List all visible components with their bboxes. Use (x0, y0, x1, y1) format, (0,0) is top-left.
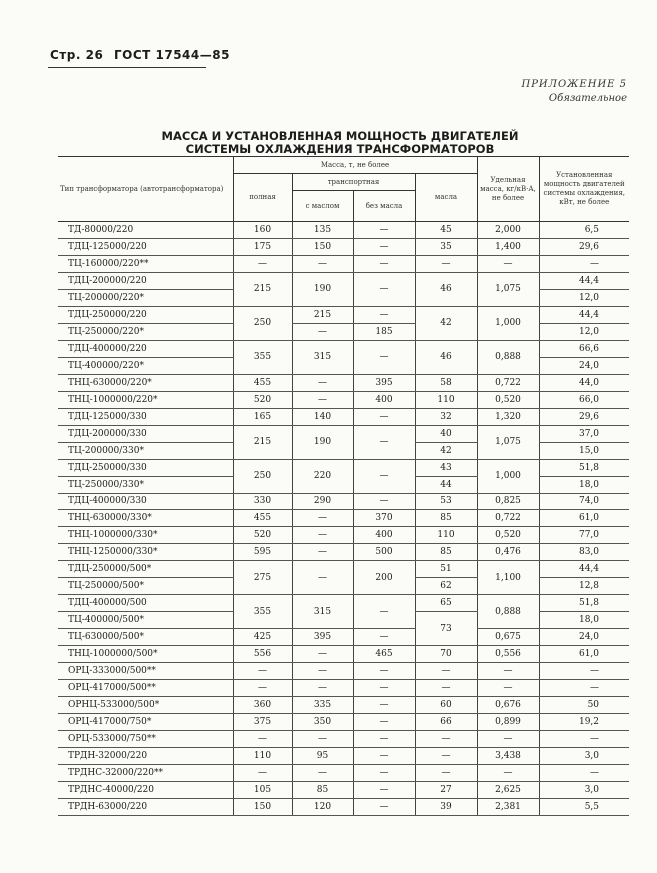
specific-cell: — (477, 255, 539, 272)
without-oil-cell: — (353, 459, 415, 493)
specific-cell: 2,000 (477, 222, 539, 239)
table-row (58, 765, 629, 782)
header-mass-group: Масса, т, не более (233, 157, 477, 174)
with-oil-cell: 120 (292, 798, 353, 815)
title-line-1: МАССА И УСТАНОВЛЕННАЯ МОЩНОСТЬ ДВИГАТЕЛЕЙ (161, 129, 519, 143)
transformer-type-cell: ТДЦ-400000/330 (58, 493, 233, 510)
transformer-type-cell: ТЦ-200000/220* (58, 289, 233, 306)
transformer-type-cell: ТНЦ-1000000/330* (58, 527, 233, 544)
power-cell: 29,6 (539, 238, 629, 255)
oil-cell: 62 (415, 578, 477, 595)
power-cell: 5,5 (539, 798, 629, 815)
without-oil-cell: — (353, 255, 415, 272)
transformer-type-cell: ОРНЦ-533000/500* (58, 697, 233, 714)
without-oil-cell: — (353, 731, 415, 748)
power-cell: 51,8 (539, 595, 629, 612)
oil-cell: — (415, 748, 477, 765)
specific-cell: 0,722 (477, 510, 539, 527)
power-cell: 77,0 (539, 527, 629, 544)
table-row (58, 527, 629, 544)
full-cell: 595 (233, 544, 292, 561)
full-cell: 165 (233, 408, 292, 425)
header-without-oil: без масла (353, 191, 415, 222)
mass-power-table (58, 156, 629, 816)
specific-cell: 1,000 (477, 459, 539, 493)
power-cell: 66,0 (539, 391, 629, 408)
specific-cell: 0,520 (477, 391, 539, 408)
transformer-type-cell: ТД-80000/220 (58, 222, 233, 239)
power-cell: 15,0 (539, 442, 629, 459)
with-oil-cell: 140 (292, 408, 353, 425)
table-row (58, 374, 629, 391)
with-oil-cell: 220 (292, 459, 353, 493)
oil-cell: 45 (415, 222, 477, 239)
table-row (58, 255, 629, 272)
with-oil-cell: 150 (292, 238, 353, 255)
specific-cell: 0,675 (477, 629, 539, 646)
without-oil-cell: 500 (353, 544, 415, 561)
without-oil-cell: — (353, 629, 415, 646)
full-cell: — (233, 255, 292, 272)
oil-cell: — (415, 663, 477, 680)
specific-cell: 3,438 (477, 748, 539, 765)
table-head (58, 157, 629, 222)
transformer-type-cell: ОРЦ-417000/750* (58, 714, 233, 731)
table-title (130, 130, 550, 156)
appendix-status: Обязательное (548, 93, 627, 104)
with-oil-cell: 85 (292, 781, 353, 798)
specific-cell: 0,888 (477, 595, 539, 629)
transformer-type-cell: ТЦ-250000/220* (58, 323, 233, 340)
oil-cell: — (415, 680, 477, 697)
standard-code: ГОСТ 17544—85 (113, 48, 230, 62)
oil-cell: 42 (415, 442, 477, 459)
table-row (58, 425, 629, 442)
table-row (58, 748, 629, 765)
without-oil-cell: — (353, 748, 415, 765)
with-oil-cell: 215 (292, 306, 353, 323)
transformer-type-cell: ТЦ-160000/220** (58, 255, 233, 272)
with-oil-cell: 315 (292, 595, 353, 629)
table-row (58, 238, 629, 255)
full-cell: 150 (233, 798, 292, 815)
transformer-type-cell: ТЦ-630000/500* (58, 629, 233, 646)
table-row (58, 798, 629, 815)
specific-cell: 0,825 (477, 493, 539, 510)
power-cell: 24,0 (539, 357, 629, 374)
oil-cell: 40 (415, 425, 477, 442)
oil-cell: 51 (415, 561, 477, 578)
transformer-type-cell: ТДЦ-200000/220 (58, 272, 233, 289)
header-full: полная (233, 174, 292, 222)
table-body (58, 222, 629, 816)
with-oil-cell: 95 (292, 748, 353, 765)
full-cell: 360 (233, 697, 292, 714)
without-oil-cell: — (353, 798, 415, 815)
full-cell: 375 (233, 714, 292, 731)
table-row (58, 663, 629, 680)
table-row (58, 391, 629, 408)
without-oil-cell: 400 (353, 391, 415, 408)
oil-cell: 85 (415, 510, 477, 527)
without-oil-cell: 200 (353, 561, 415, 595)
with-oil-cell: — (292, 527, 353, 544)
with-oil-cell: — (292, 663, 353, 680)
specific-cell: 0,476 (477, 544, 539, 561)
oil-cell: 46 (415, 340, 477, 374)
without-oil-cell: — (353, 663, 415, 680)
full-cell: — (233, 663, 292, 680)
with-oil-cell: 335 (292, 697, 353, 714)
without-oil-cell: — (353, 340, 415, 374)
transformer-type-cell: ТДЦ-125000/220 (58, 238, 233, 255)
full-cell: 105 (233, 781, 292, 798)
power-cell: 12,8 (539, 578, 629, 595)
oil-cell: 39 (415, 798, 477, 815)
specific-cell: — (477, 731, 539, 748)
with-oil-cell: 315 (292, 340, 353, 374)
with-oil-cell: — (292, 255, 353, 272)
with-oil-cell: — (292, 391, 353, 408)
table-row (58, 323, 629, 340)
power-cell: 44,4 (539, 561, 629, 578)
specific-cell: 0,520 (477, 527, 539, 544)
full-cell: 160 (233, 222, 292, 239)
without-oil-cell: — (353, 493, 415, 510)
specific-cell: — (477, 765, 539, 782)
header-specific: Удельная масса, кг/кВ·А, не более (477, 157, 539, 222)
power-cell: 24,0 (539, 629, 629, 646)
header-rule (48, 67, 206, 68)
power-cell: 3,0 (539, 781, 629, 798)
specific-cell: — (477, 680, 539, 697)
header-with-oil: с маслом (292, 191, 353, 222)
without-oil-cell: — (353, 272, 415, 306)
power-cell: 12,0 (539, 289, 629, 306)
oil-cell: 58 (415, 374, 477, 391)
transformer-type-cell: ТРДН-63000/220 (58, 798, 233, 815)
transformer-type-cell: ТДЦ-200000/330 (58, 425, 233, 442)
without-oil-cell: 465 (353, 646, 415, 663)
power-cell: — (539, 663, 629, 680)
oil-cell: — (415, 765, 477, 782)
power-cell: 19,2 (539, 714, 629, 731)
without-oil-cell: — (353, 697, 415, 714)
table-row (58, 731, 629, 748)
full-cell: 520 (233, 391, 292, 408)
oil-cell: 46 (415, 272, 477, 306)
header-oil: масла (415, 174, 477, 222)
transformer-type-cell: ТЦ-250000/500* (58, 578, 233, 595)
without-oil-cell: 370 (353, 510, 415, 527)
appendix-label: ПРИЛОЖЕНИЕ 5 (521, 79, 627, 90)
with-oil-cell: 190 (292, 425, 353, 459)
appendix-block (521, 78, 627, 106)
specific-cell: 2,625 (477, 781, 539, 798)
transformer-type-cell: ТЦ-400000/220* (58, 357, 233, 374)
without-oil-cell: — (353, 238, 415, 255)
specific-cell: 0,722 (477, 374, 539, 391)
specific-cell: 1,320 (477, 408, 539, 425)
power-cell: 44,0 (539, 374, 629, 391)
specific-cell: 0,888 (477, 340, 539, 374)
transformer-type-cell: ОРЦ-417000/500** (58, 680, 233, 697)
transformer-type-cell: ТДЦ-125000/330 (58, 408, 233, 425)
power-cell: — (539, 680, 629, 697)
transformer-type-cell: ТДЦ-250000/330 (58, 459, 233, 476)
full-cell: 455 (233, 510, 292, 527)
with-oil-cell: — (292, 765, 353, 782)
with-oil-cell: — (292, 680, 353, 697)
oil-cell: 60 (415, 697, 477, 714)
full-cell: 250 (233, 459, 292, 493)
with-oil-cell: 350 (292, 714, 353, 731)
full-cell: 355 (233, 340, 292, 374)
without-oil-cell: — (353, 425, 415, 459)
transformer-type-cell: ТДЦ-400000/220 (58, 340, 233, 357)
specific-cell: 0,556 (477, 646, 539, 663)
transformer-type-cell: ТНЦ-1250000/330* (58, 544, 233, 561)
with-oil-cell: — (292, 323, 353, 340)
transformer-type-cell: ТНЦ-630000/220* (58, 374, 233, 391)
power-cell: 12,0 (539, 323, 629, 340)
without-oil-cell: — (353, 408, 415, 425)
power-cell: 50 (539, 697, 629, 714)
full-cell: 250 (233, 306, 292, 340)
full-cell: 425 (233, 629, 292, 646)
with-oil-cell: — (292, 731, 353, 748)
power-cell: 3,0 (539, 748, 629, 765)
without-oil-cell: 185 (353, 323, 415, 340)
table-row (58, 340, 629, 357)
without-oil-cell: — (353, 222, 415, 239)
oil-cell: 66 (415, 714, 477, 731)
with-oil-cell: — (292, 561, 353, 595)
table-row (58, 408, 629, 425)
transformer-type-cell: ТНЦ-630000/330* (58, 510, 233, 527)
specific-cell: 1,075 (477, 425, 539, 459)
page-header (50, 48, 236, 62)
with-oil-cell: 135 (292, 222, 353, 239)
header-power: Установленная мощность двигателей системы охлаждения, кВт, не более (539, 157, 629, 222)
transformer-type-cell: ОРЦ-533000/750** (58, 731, 233, 748)
power-cell: 44,4 (539, 272, 629, 289)
table-row (58, 544, 629, 561)
oil-cell: 42 (415, 306, 477, 340)
full-cell: 215 (233, 272, 292, 306)
full-cell: 520 (233, 527, 292, 544)
specific-cell: 1,400 (477, 238, 539, 255)
power-cell: 61,0 (539, 646, 629, 663)
power-cell: 66,6 (539, 340, 629, 357)
without-oil-cell: — (353, 595, 415, 629)
table-row (58, 222, 629, 239)
specific-cell: 1,000 (477, 306, 539, 340)
specific-cell: 1,075 (477, 272, 539, 306)
full-cell: 275 (233, 561, 292, 595)
title-line-2: СИСТЕМЫ ОХЛАЖДЕНИЯ ТРАНСФОРМАТОРОВ (185, 142, 495, 156)
table-row (58, 697, 629, 714)
full-cell: 556 (233, 646, 292, 663)
without-oil-cell: 395 (353, 374, 415, 391)
with-oil-cell: — (292, 646, 353, 663)
with-oil-cell: 290 (292, 493, 353, 510)
transformer-type-cell: ОРЦ-333000/500** (58, 663, 233, 680)
power-cell: 18,0 (539, 476, 629, 493)
full-cell: 110 (233, 748, 292, 765)
full-cell: 215 (233, 425, 292, 459)
with-oil-cell: — (292, 510, 353, 527)
header-transport: транспортная (292, 174, 415, 191)
transformer-type-cell: ТРДНС-40000/220 (58, 781, 233, 798)
full-cell: — (233, 731, 292, 748)
full-cell: 330 (233, 493, 292, 510)
oil-cell: 32 (415, 408, 477, 425)
without-oil-cell: 400 (353, 527, 415, 544)
table-row (58, 595, 629, 612)
transformer-type-cell: ТРДН-32000/220 (58, 748, 233, 765)
with-oil-cell: 395 (292, 629, 353, 646)
full-cell: 355 (233, 595, 292, 629)
without-oil-cell: — (353, 714, 415, 731)
power-cell: 51,8 (539, 459, 629, 476)
with-oil-cell: — (292, 544, 353, 561)
transformer-type-cell: ТНЦ-1000000/500* (58, 646, 233, 663)
oil-cell: — (415, 731, 477, 748)
oil-cell: 43 (415, 459, 477, 476)
specific-cell: 0,676 (477, 697, 539, 714)
table-row (58, 714, 629, 731)
power-cell: 74,0 (539, 493, 629, 510)
transformer-type-cell: ТДЦ-400000/500 (58, 595, 233, 612)
oil-cell: 27 (415, 781, 477, 798)
power-cell: 83,0 (539, 544, 629, 561)
with-oil-cell: — (292, 374, 353, 391)
transformer-type-cell: ТДЦ-250000/500* (58, 561, 233, 578)
specific-cell: 0,899 (477, 714, 539, 731)
power-cell: 37,0 (539, 425, 629, 442)
oil-cell: — (415, 255, 477, 272)
header-type: Тип трансформатора (автотрансформатора) (58, 157, 233, 222)
full-cell: — (233, 765, 292, 782)
table-row (58, 306, 629, 323)
table-row (58, 680, 629, 697)
power-cell: — (539, 731, 629, 748)
transformer-type-cell: ТДЦ-250000/220 (58, 306, 233, 323)
transformer-type-cell: ТНЦ-1000000/220* (58, 391, 233, 408)
without-oil-cell: — (353, 781, 415, 798)
without-oil-cell: — (353, 306, 415, 323)
oil-cell: 73 (415, 612, 477, 646)
table-row (58, 646, 629, 663)
oil-cell: 44 (415, 476, 477, 493)
full-cell: — (233, 680, 292, 697)
with-oil-cell: 190 (292, 272, 353, 306)
transformer-type-cell: ТЦ-250000/330* (58, 476, 233, 493)
oil-cell: 85 (415, 544, 477, 561)
table-row (58, 510, 629, 527)
power-cell: — (539, 765, 629, 782)
oil-cell: 35 (415, 238, 477, 255)
specific-cell: 2,381 (477, 798, 539, 815)
power-cell: — (539, 255, 629, 272)
page-number: Стр. 26 (50, 48, 104, 62)
table-row (58, 629, 629, 646)
oil-cell: 53 (415, 493, 477, 510)
full-cell: 455 (233, 374, 292, 391)
without-oil-cell: — (353, 680, 415, 697)
transformer-type-cell: ТРДНС-32000/220** (58, 765, 233, 782)
table-row (58, 493, 629, 510)
table-row (58, 272, 629, 289)
transformer-type-cell: ТЦ-200000/330* (58, 442, 233, 459)
specific-cell: — (477, 663, 539, 680)
full-cell: 175 (233, 238, 292, 255)
power-cell: 44,4 (539, 306, 629, 323)
oil-cell: 110 (415, 391, 477, 408)
table-row (58, 781, 629, 798)
without-oil-cell: — (353, 765, 415, 782)
transformer-type-cell: ТЦ-400000/500* (58, 612, 233, 629)
power-cell: 29,6 (539, 408, 629, 425)
power-cell: 18,0 (539, 612, 629, 629)
table-row (58, 459, 629, 476)
oil-cell: 110 (415, 527, 477, 544)
oil-cell: 65 (415, 595, 477, 612)
table-row (58, 561, 629, 578)
oil-cell: 70 (415, 646, 477, 663)
power-cell: 61,0 (539, 510, 629, 527)
power-cell: 6,5 (539, 222, 629, 239)
specific-cell: 1,100 (477, 561, 539, 595)
